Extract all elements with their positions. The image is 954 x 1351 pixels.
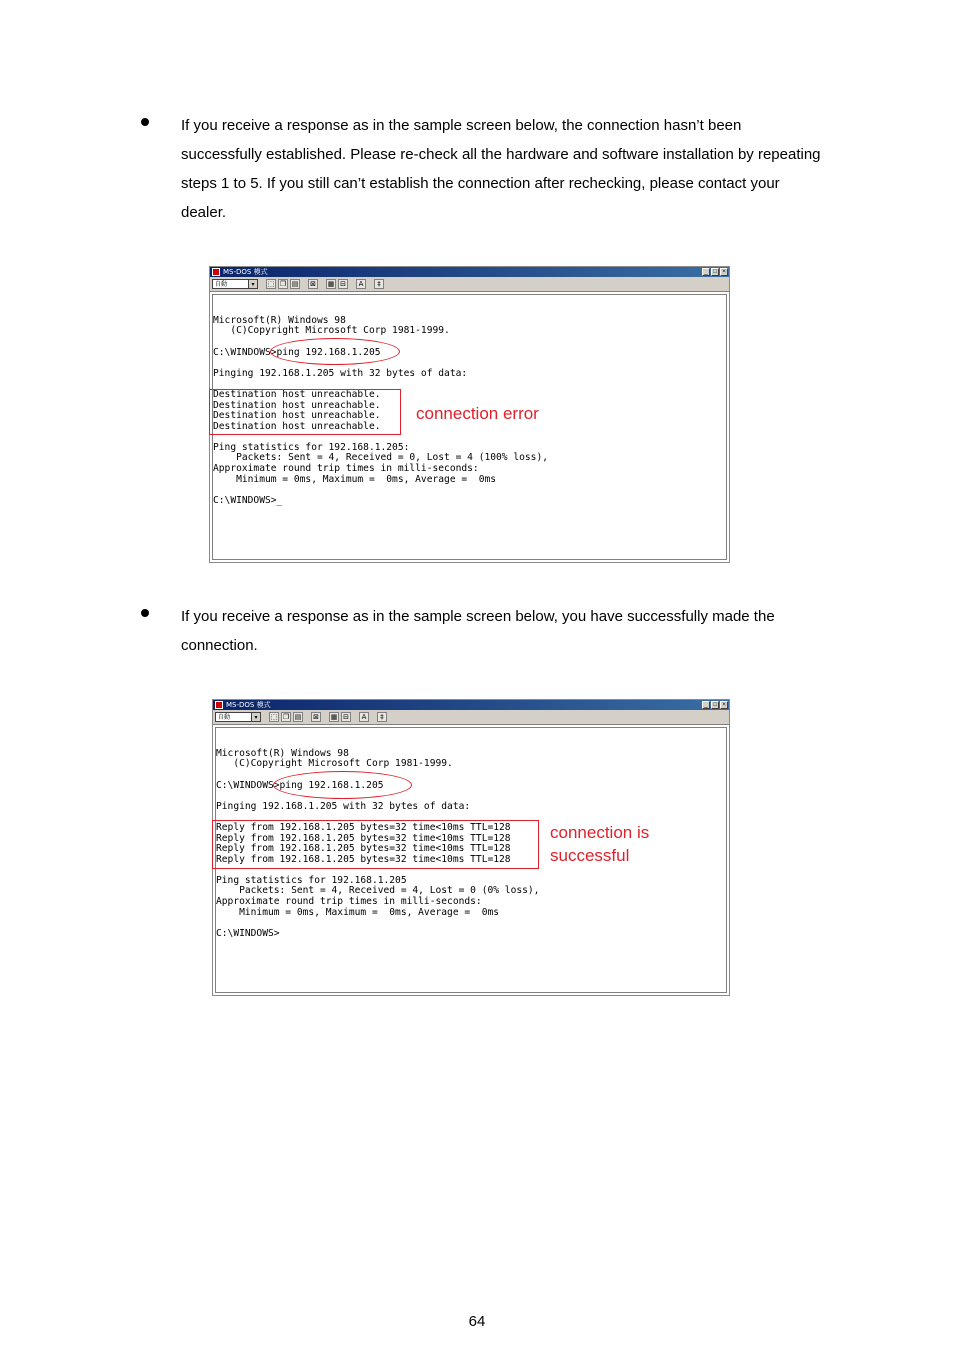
console-line: Destination host unreachable. (213, 389, 381, 400)
console-line: Minimum = 0ms, Maximum = 0ms, Average = 0ms (213, 474, 497, 485)
console-line: Minimum = 0ms, Maximum = 0ms, Average = 0ms (216, 907, 500, 918)
console-line: Approximate round trip times in milli-seconds: (213, 463, 479, 474)
window-titlebar (213, 700, 729, 710)
console-line: (C)Copyright Microsoft Corp 1981-1999. (213, 325, 450, 336)
page-number: 64 (468, 1313, 486, 1330)
console-line: Reply from 192.168.1.205 bytes=32 time<10ms TTL=128 (216, 843, 511, 854)
window-titlebar (210, 267, 729, 277)
window-title: MS-DOS 模式 (226, 701, 271, 709)
window-title: MS-DOS 模式 (223, 268, 268, 276)
highlight-ping-command (270, 338, 400, 365)
console-line: C:\WINDOWS>_ (213, 495, 283, 506)
console-line: Reply from 192.168.1.205 bytes=32 time<10ms TTL=128 (216, 822, 511, 833)
console-line: Pinging 192.168.1.205 with 32 bytes of data: (213, 368, 468, 379)
paste-icon[interactable]: ▤ (291, 280, 299, 288)
bullet-text: If you receive a response as in the sample screen below, the connection hasn’t been successfully established. Please re-check all the hardware and software installation by repeating steps 1 to 5. If you still can’t establish the connection after rechecking, please contact your dealer. (181, 117, 821, 221)
copy-icon[interactable]: ❐ (279, 280, 287, 288)
console-line: Destination host unreachable. (213, 400, 381, 411)
bullet-text: If you receive a response as in the sample screen below, you have successfully made the connection. (181, 608, 775, 654)
font-size-select[interactable] (212, 279, 258, 289)
mark-icon[interactable]: ⬚ (270, 713, 278, 721)
bullet-icon (141, 118, 149, 126)
bullet-icon (141, 609, 149, 617)
console-line: Packets: Sent = 4, Received = 4, Lost = 0 (0% loss), (216, 885, 540, 896)
chevron-down-icon: ▾ (248, 280, 257, 288)
console-line: Reply from 192.168.1.205 bytes=32 time<10ms TTL=128 (216, 854, 511, 865)
minimize-icon[interactable]: _ (702, 701, 710, 709)
console-line: C:\WINDOWS>ping 192.168.1.205 (213, 347, 381, 358)
highlight-ping-command (273, 771, 412, 799)
font-size-value: 自動 (218, 715, 231, 721)
maximize-icon[interactable]: □ (711, 268, 719, 276)
highlight-unreachable-lines (209, 389, 401, 435)
console-line: C:\WINDOWS>ping 192.168.1.205 (216, 780, 384, 791)
msdos-icon (212, 268, 220, 276)
background-toggle-icon[interactable]: ‡ (374, 279, 384, 289)
close-icon[interactable]: × (720, 701, 728, 709)
mark-icon[interactable]: ⬚ (267, 280, 275, 288)
background-toggle-icon[interactable]: ‡ (377, 712, 387, 722)
highlight-reply-lines (212, 820, 539, 869)
dos-toolbar (210, 277, 729, 292)
console-line: Pinging 192.168.1.205 with 32 bytes of data: (216, 801, 471, 812)
console-line: Packets: Sent = 4, Received = 0, Lost = 4 (100% loss), (213, 452, 549, 463)
font-size-value: 自動 (215, 282, 228, 288)
console-line: Approximate round trip times in milli-seconds: (216, 896, 482, 907)
msdos-icon (215, 701, 223, 709)
copy-icon[interactable]: ❐ (282, 713, 290, 721)
dos-toolbar (213, 710, 729, 725)
console-line: Microsoft(R) Windows 98 (213, 315, 346, 326)
console-line: Ping statistics for 192.168.1.205 (216, 875, 407, 886)
console-line: C:\WINDOWS> (216, 928, 280, 939)
fullscreen-icon[interactable]: ⊠ (311, 712, 321, 722)
chevron-down-icon: ▾ (251, 713, 260, 721)
properties-icon[interactable]: ▦ (327, 280, 335, 288)
annotation-connection-error: connection error (416, 404, 539, 423)
font-icon[interactable]: A (359, 712, 369, 722)
bullet-item-connection-failed (141, 112, 821, 232)
console-line: Destination host unreachable. (213, 421, 381, 432)
console-line: Destination host unreachable. (213, 410, 381, 421)
console-line: Microsoft(R) Windows 98 (216, 748, 349, 759)
font-size-select[interactable] (215, 712, 261, 722)
minimize-icon[interactable]: _ (702, 268, 710, 276)
annotation-connection-successful: connection is successful (550, 823, 650, 865)
fullscreen-icon[interactable]: ⊠ (308, 279, 318, 289)
bullet-item-connection-successful (141, 603, 821, 663)
console-line: Reply from 192.168.1.205 bytes=32 time<10ms TTL=128 (216, 833, 511, 844)
properties-icon[interactable]: ▦ (330, 713, 338, 721)
console-line: Ping statistics for 192.168.1.205: (213, 442, 410, 453)
maximize-icon[interactable]: □ (711, 701, 719, 709)
background-icon[interactable]: ⊟ (338, 279, 348, 289)
console-line: (C)Copyright Microsoft Corp 1981-1999. (216, 758, 453, 769)
close-icon[interactable]: × (720, 268, 728, 276)
background-icon[interactable]: ⊟ (341, 712, 351, 722)
paste-icon[interactable]: ▤ (294, 713, 302, 721)
font-icon[interactable]: A (356, 279, 366, 289)
